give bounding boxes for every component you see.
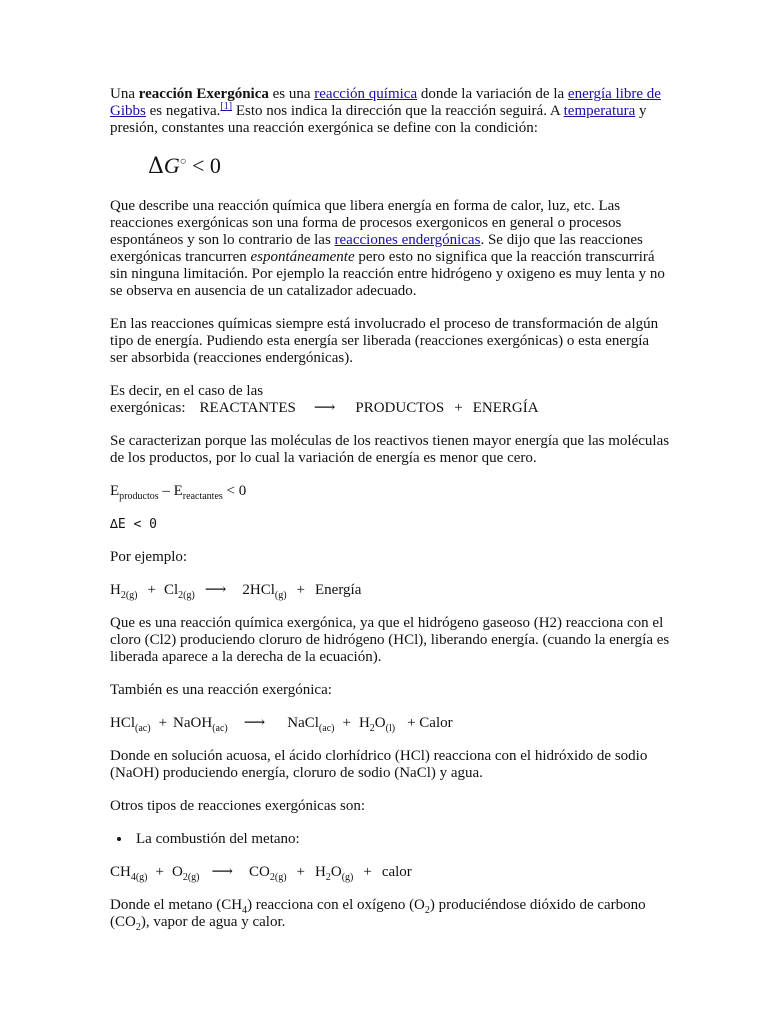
other-types-label: Otros tipos de reacciones exergónicas son: [110, 798, 366, 814]
symbol-e: E [173, 483, 183, 499]
reference-link-1[interactable]: [1] [220, 101, 233, 112]
delta-symbol: Δ [148, 154, 164, 179]
methane-explanation [110, 897, 670, 931]
productos-label: PRODUCTOS [355, 400, 445, 416]
arrow-symbol: ⟶ [243, 715, 266, 731]
subscript: 2 [325, 872, 331, 883]
formula-o: O [330, 864, 342, 880]
arrow-symbol: ⟶ [313, 400, 336, 416]
text: Es decir, en el caso de las [110, 383, 264, 399]
formula-hcl: 2HCl [242, 582, 275, 598]
text: exergónicas: [110, 400, 186, 416]
energy-difference-equation [110, 483, 670, 500]
link-reacciones-endergonicas[interactable]: reacciones endergónicas [334, 232, 481, 248]
link-temperatura[interactable]: temperatura [563, 103, 636, 119]
exergonic-summary [110, 383, 670, 417]
subscript: 2(g) [182, 872, 200, 883]
plus-symbol: + [155, 864, 164, 880]
link-energia-libre-gibbs[interactable]: energía libre de Gibbs [110, 86, 661, 119]
text: Que describe una reacción química que libera energía en forma de calor, luz, etc. Las reacciones exergónicas son una forma de procesos exergonicos en general o procesos espontáneos y son lo contrario de las [110, 198, 622, 248]
subscript: productos [119, 491, 159, 502]
formula-nacl: NaCl [287, 715, 319, 731]
also-exergonic-label: También es una reacción exergónica: [110, 682, 332, 698]
subscript: 2(g) [178, 590, 195, 601]
formula-h: H [315, 864, 326, 880]
formula-rest: < 0 [186, 153, 221, 178]
plus-symbol: + [454, 400, 463, 416]
subscript: 2 [369, 723, 375, 734]
subscript: (ac) [135, 723, 151, 734]
subscript: (g) [274, 590, 287, 601]
formula-g: G [163, 153, 180, 178]
naoh-explanation: Donde en solución acuosa, el ácido clorhídrico (HCl) reacciona con el hidróxido de sodio (NaOH) produciendo energía, cloruro de sodio (NaCl) y agua. [110, 748, 648, 781]
reactantes-label: REACTANTES [199, 400, 296, 416]
text: pero esto no significa que la reacción transcurrirá sin ninguna limitación. Por ejemplo la reacción entre hidrógeno y oxigeno es muy lenta y no se observa en ausencia de un catalizador adecuado. [110, 249, 665, 299]
formula-co: CO [249, 864, 270, 880]
plus-symbol: + [363, 864, 372, 880]
subscript: 2 [135, 922, 141, 933]
plus-symbol: + [296, 582, 306, 598]
subscript: 4(g) [130, 872, 148, 883]
molecules-paragraph: Se caracterizan porque las moléculas de los reactivos tienen mayor energía que las moléculas de los productos, por lo cual la variación de energía es menor que cero. [110, 433, 670, 466]
text: . Se dijo que las reacciones exergónicas trancurren [110, 232, 643, 265]
plus-symbol: + [158, 715, 168, 731]
text: Una [110, 86, 139, 102]
text: y presión, constantes una reacción exergónica se define con la condición: [110, 103, 647, 136]
intro-paragraph [110, 86, 670, 137]
energia-label: Energía [315, 582, 362, 598]
formula-h: H [110, 582, 121, 598]
arrow-symbol: ⟶ [204, 582, 227, 598]
neutralization-equation [110, 715, 670, 732]
description-paragraph [110, 198, 670, 300]
subscript: (ac) [318, 723, 335, 734]
subscript: 2(g) [120, 590, 138, 601]
calor-label: + Calor [407, 715, 453, 731]
calor-label: calor [381, 864, 412, 880]
emphasis-text: espontáneamente [250, 249, 355, 265]
gibbs-condition-formula [148, 153, 670, 180]
document-body [110, 86, 670, 947]
formula-o: O [171, 864, 183, 880]
subscript: 4 [242, 905, 248, 916]
formula-hcl: HCl [110, 715, 136, 731]
hcl-explanation: Que es una reacción química exergónica, ya que el hidrógeno gaseoso (H2) reacciona con el cloro (Cl2) produciendo cloruro de hidrógeno (HCl), liberando energía. (cuando la energía es liberada aparece a la derecha de la ecuación). [110, 615, 670, 665]
arrow-symbol: ⟶ [211, 864, 234, 880]
subscript: (g) [341, 872, 354, 883]
energy-paragraph: En las reacciones químicas siempre está involucrado el proceso de transformación de algún tipo de energía. Pudiendo esta energía ser liberada (reacciones exergónicas) o esta energía ser absorbida (reacciones endergónicas). [110, 316, 659, 366]
energia-label: ENERGÍA [472, 400, 539, 416]
text: es una [268, 86, 315, 102]
minus-symbol: – [158, 483, 174, 499]
plus-symbol: + [147, 582, 156, 598]
term-bold: reacción Exergónica [138, 86, 269, 102]
plus-symbol: + [296, 864, 305, 880]
hydrogen-chlorine-equation [110, 582, 670, 599]
text: ) produciéndose dióxido de carbono (CO [110, 897, 646, 930]
symbol-e: E [110, 483, 120, 499]
subscript: (ac) [212, 723, 228, 734]
formula-h: H [358, 715, 370, 731]
text: ), vapor de agua y calor. [140, 914, 286, 930]
formula-ch: CH [110, 864, 131, 880]
list-item: • La combustión del metano: [132, 831, 670, 848]
text: Donde el metano (CH [110, 897, 243, 913]
inequality: < 0 [222, 483, 247, 499]
text: Esto nos indica la dirección que la reacción seguirá. A [232, 103, 564, 119]
text: ) reacciona con el oxígeno (O [247, 897, 425, 913]
subscript: 2(g) [269, 872, 287, 883]
standard-state-symbol: ○ [179, 155, 187, 168]
example-label: Por ejemplo: [110, 549, 188, 565]
formula-o: O [374, 715, 386, 731]
link-reaccion-quimica[interactable]: reacción química [314, 86, 418, 102]
text: es negativa. [145, 103, 221, 119]
subscript: reactantes [182, 491, 223, 502]
plus-symbol: + [342, 715, 351, 731]
text: donde la variación de la [417, 86, 568, 102]
subscript: 2 [424, 905, 430, 916]
methane-combustion-equation [110, 864, 670, 881]
formula-naoh: NaOH [173, 715, 213, 731]
delta-e-equation: ∆E < 0 [110, 517, 157, 532]
subscript: (l) [385, 723, 396, 734]
reaction-types-list [110, 831, 670, 848]
formula-cl: Cl [163, 582, 179, 598]
